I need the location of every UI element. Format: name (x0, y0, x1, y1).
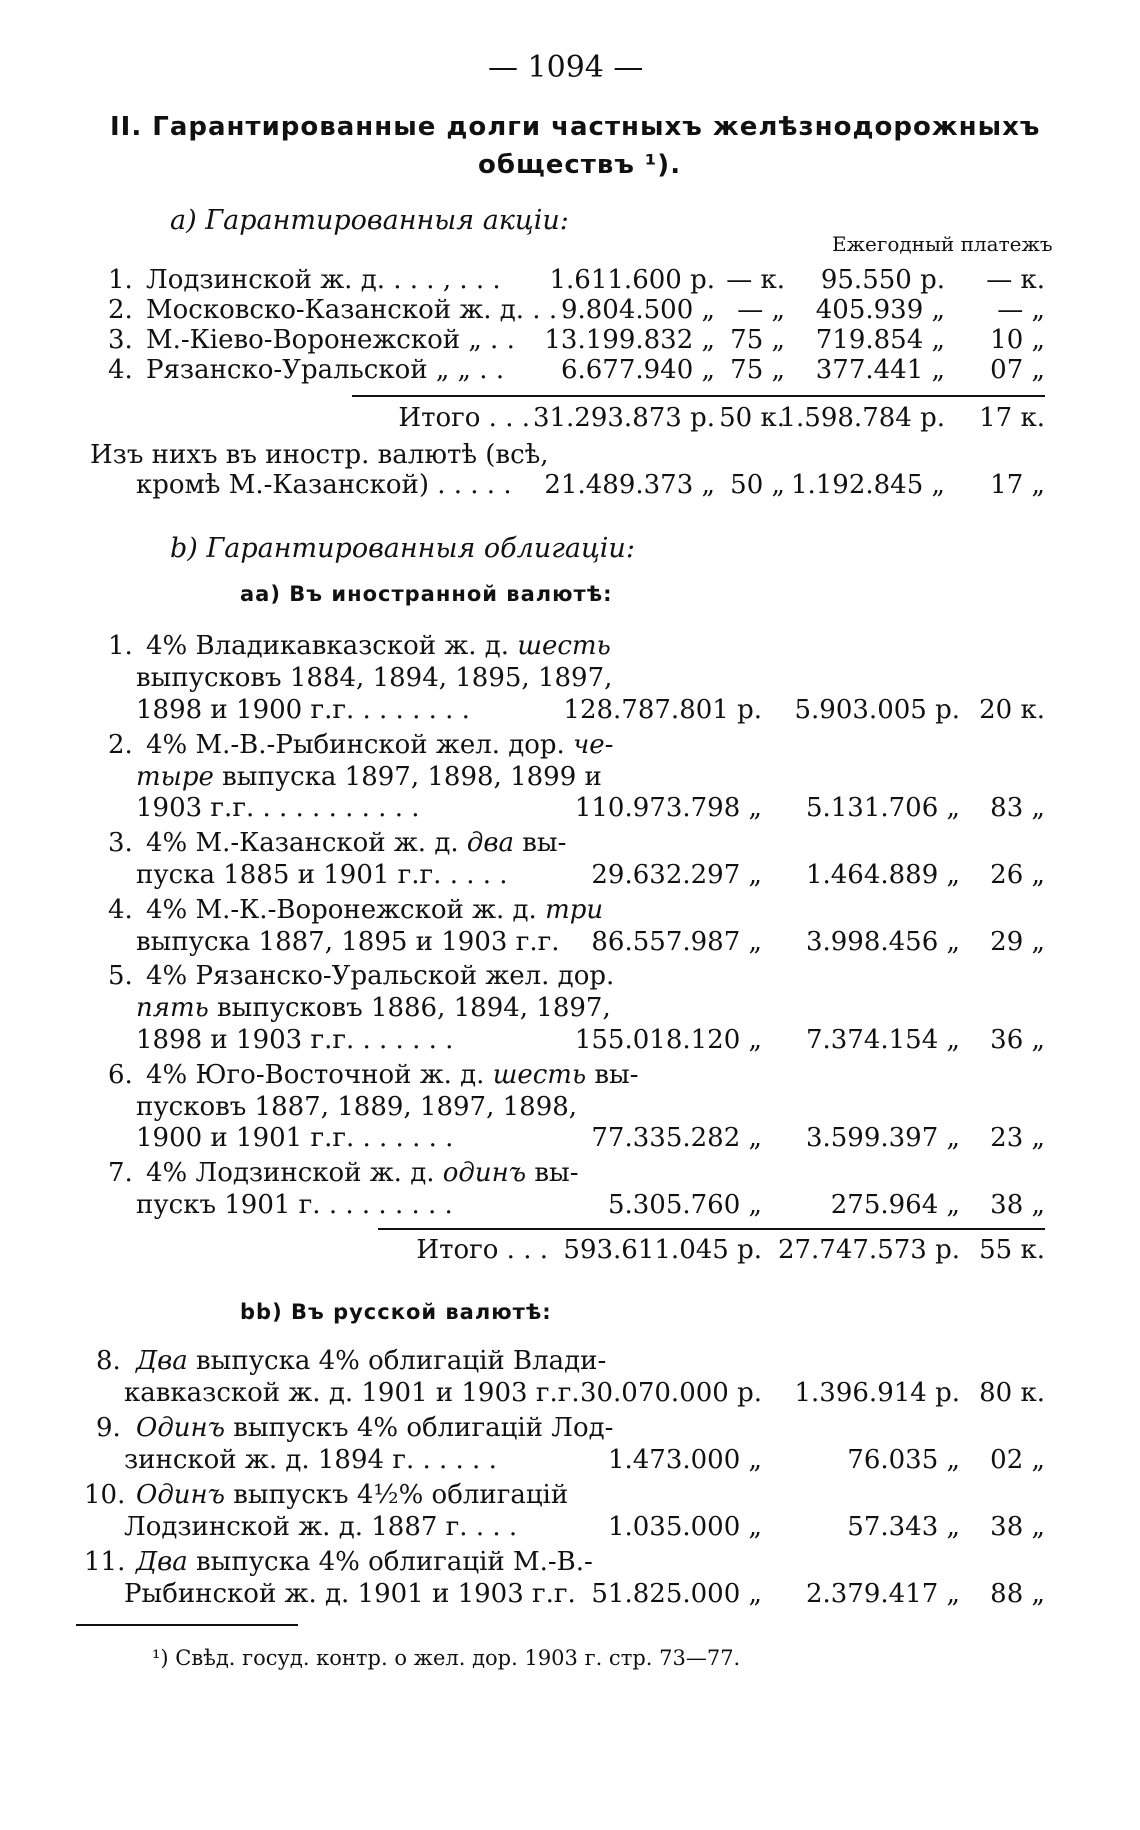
page-number: — 1094 — (488, 50, 644, 85)
total-annual-kopecks: 17 к. (979, 403, 1045, 433)
row-line-2: выпуска 1887, 1895 и 1903 г.г. (136, 927, 560, 957)
row-name: М.-Кіево-Воронежской „ . . (146, 325, 515, 355)
table-row (0, 1120, 1140, 1156)
row-kopecks: 75 „ (730, 325, 785, 355)
section-b-title: b) Гарантированныя облигаціи: (170, 533, 635, 564)
footnote: ¹) Свѣд. госуд. контр. о жел. дор. 1903 г. стр. 73—77. (152, 1646, 741, 1670)
row-number: 9. (96, 1413, 121, 1443)
row-text-italic: шесть (517, 631, 611, 661)
row-kopecks: 75 „ (730, 355, 785, 385)
row-text-italic: одинъ (442, 1158, 527, 1188)
row-text: выпусковъ 1886, 1894, 1897, (217, 993, 611, 1023)
row-kopecks: — „ (737, 295, 785, 325)
total-row (0, 1232, 1140, 1268)
row-text-italic: два (466, 828, 514, 858)
row-number: 11. (84, 1547, 126, 1577)
table-row (0, 1375, 1140, 1411)
row-line-2: Рыбинской ж. д. 1901 и 1903 г.г. (124, 1579, 576, 1609)
total-label: Итого . . . (416, 1235, 548, 1265)
row-annual-kopecks: 20 к. (979, 695, 1045, 725)
row-number: 1. (108, 265, 133, 295)
row-name: Московско-Казанской ж. д. . . (146, 295, 558, 325)
row-annual: 5.903.005 р. (794, 695, 960, 725)
row-amount: 77.335.282 „ (591, 1123, 762, 1153)
row-text: выпускъ 4½% облигацій (233, 1480, 569, 1510)
row-annual: 2.379.417 „ (805, 1579, 960, 1609)
row-text: 4% М.-К.-Воронежской ж. д. (146, 895, 537, 925)
foreign-annual: 1.192.845 „ (790, 470, 945, 500)
annual-payment-header: Ежегодный платежъ (832, 232, 1053, 256)
row-annual-kopecks: — к. (986, 265, 1045, 295)
row-amount: 30.070.000 р. (579, 1378, 762, 1408)
table-row (0, 790, 1140, 826)
table-row (0, 352, 1140, 388)
row-amount: 5.305.760 „ (607, 1190, 762, 1220)
footnote-rule (76, 1624, 298, 1626)
row-line-1 (136, 1477, 568, 1513)
row-annual-kopecks: 02 „ (990, 1445, 1045, 1475)
row-line-3: 1900 и 1901 г.г. . . . . . . (136, 1123, 454, 1153)
row-number: 2. (108, 295, 133, 325)
row-annual: 76.035 „ (847, 1445, 960, 1475)
row-amount: 155.018.120 „ (574, 1025, 762, 1055)
total-row (0, 400, 1140, 436)
row-annual: 3.599.397 „ (805, 1123, 960, 1153)
row-annual: 1.396.914 р. (794, 1378, 960, 1408)
row-text-italic: тыре (136, 762, 214, 792)
table-row (0, 692, 1140, 728)
row-text: вы- (594, 1060, 639, 1090)
row-annual-kopecks: 80 к. (979, 1378, 1045, 1408)
row-line-1 (146, 1155, 579, 1191)
row-text-italic: шесть (492, 1060, 587, 1090)
row-line-2: Лодзинской ж. д. 1887 г. . . . (124, 1512, 518, 1542)
row-text: выпускъ 4% облигацій Лод- (233, 1413, 614, 1443)
row-number: 8. (96, 1346, 121, 1376)
row-text-italic: че- (573, 730, 614, 760)
foreign-annual-kopecks: 17 „ (990, 470, 1045, 500)
row-text: 4% М.-В.-Рыбинской жел. дор. (146, 730, 565, 760)
row-annual-kopecks: — „ (997, 295, 1045, 325)
foreign-currency-label-1: Изъ нихъ въ иностр. валютѣ (всѣ, (90, 440, 549, 470)
row-text-italic: Одинъ (136, 1480, 225, 1510)
row-amount: 51.825.000 „ (591, 1579, 762, 1609)
row-annual-kopecks: 38 „ (990, 1190, 1045, 1220)
row-amount: 29.632.297 „ (591, 860, 762, 890)
row-annual-kopecks: 26 „ (990, 860, 1045, 890)
row-annual-kopecks: 36 „ (990, 1025, 1045, 1055)
row-line-1 (146, 892, 603, 928)
row-annual-kopecks: 07 „ (990, 355, 1045, 385)
row-line-2: выпусковъ 1884, 1894, 1895, 1897, (136, 663, 613, 693)
row-text: вы- (522, 828, 567, 858)
row-annual: 7.374.154 „ (805, 1025, 960, 1055)
row-number: 3. (108, 828, 133, 858)
row-line-1 (136, 1410, 613, 1446)
row-text: вы- (534, 1158, 579, 1188)
row-annual-kopecks: 29 „ (990, 927, 1045, 957)
row-kopecks: — к. (726, 265, 785, 295)
foreign-kopecks: 50 „ (730, 470, 785, 500)
row-number: 4. (108, 895, 133, 925)
row-number: 7. (108, 1158, 133, 1188)
row-amount: 110.973.798 „ (574, 793, 762, 823)
total-label: Итого . . . (398, 403, 530, 433)
row-number: 10. (84, 1480, 126, 1510)
row-number: 4. (108, 355, 133, 385)
row-line-2: зинской ж. д. 1894 г. . . . . . (124, 1445, 497, 1475)
row-number: 5. (108, 961, 133, 991)
row-annual-kopecks: 10 „ (990, 325, 1045, 355)
row-line-1 (136, 1544, 593, 1580)
total-rule (352, 395, 1045, 397)
row-number: 2. (108, 730, 133, 760)
row-text: 4% М.-Казанской ж. д. (146, 828, 459, 858)
row-number: 1. (108, 631, 133, 661)
row-text-italic: Два (136, 1547, 188, 1577)
total-rule (378, 1228, 1045, 1230)
foreign-currency-row (0, 467, 1140, 503)
row-text-italic: Одинъ (136, 1413, 225, 1443)
row-name: Лодзинской ж. д. . . . , . . . (146, 265, 501, 295)
row-text: 4% Лодзинской ж. д. (146, 1158, 435, 1188)
row-amount: 86.557.987 „ (591, 927, 762, 957)
row-amount: 6.677.940 „ (560, 355, 715, 385)
row-amount: 1.035.000 „ (607, 1512, 762, 1542)
table-row (0, 1022, 1140, 1058)
row-text-italic: пять (136, 993, 209, 1023)
row-line-3: 1903 г.г. . . . . . . . . . . (136, 793, 420, 823)
table-row (0, 1187, 1140, 1223)
row-text-italic: Два (136, 1346, 188, 1376)
row-name: Рязанско-Уральской „ „ . . (146, 355, 505, 385)
row-annual: 57.343 „ (847, 1512, 960, 1542)
row-amount: 13.199.832 „ (544, 325, 715, 355)
row-text: 4% Юго-Восточной ж. д. (146, 1060, 485, 1090)
row-line-2: пускъ 1901 г. . . . . . . . . (136, 1190, 453, 1220)
row-line-1 (136, 1343, 606, 1379)
row-annual: 3.998.456 „ (805, 927, 960, 957)
heading-line-2: обществъ ¹). (478, 150, 682, 180)
total-kopecks: 50 к. (719, 403, 785, 433)
row-text: выпуска 1897, 1898, 1899 и (222, 762, 602, 792)
subsection-bb-title: bb) Въ русской валютѣ: (240, 1300, 552, 1324)
heading-line-1: II. Гарантированные долги частныхъ желѣзнодорожныхъ (110, 112, 1041, 142)
row-line-1: 4% Рязанско-Уральской жел. дор. (146, 961, 615, 991)
total-annual: 27.747.573 р. (777, 1235, 960, 1265)
row-annual: 1.464.889 „ (805, 860, 960, 890)
row-annual: 377.441 „ (815, 355, 945, 385)
row-annual: 275.964 „ (830, 1190, 960, 1220)
row-line-1 (146, 825, 566, 861)
row-line-1 (146, 1057, 639, 1093)
row-line-2 (136, 990, 611, 1026)
row-amount: 9.804.500 „ (560, 295, 715, 325)
row-annual: 405.939 „ (815, 295, 945, 325)
row-number: 3. (108, 325, 133, 355)
row-line-3: 1898 и 1903 г.г. . . . . . . (136, 1025, 454, 1055)
row-annual-kopecks: 23 „ (990, 1123, 1045, 1153)
row-text: выпуска 4% облигацій М.-В.- (196, 1547, 593, 1577)
table-row (0, 1509, 1140, 1545)
row-annual-kopecks: 38 „ (990, 1512, 1045, 1542)
row-amount: 128.787.801 р. (563, 695, 762, 725)
row-text-italic: три (545, 895, 604, 925)
table-row (0, 924, 1140, 960)
row-annual: 5.131.706 „ (805, 793, 960, 823)
row-amount: 1.611.600 р. (549, 265, 715, 295)
table-row (0, 1576, 1140, 1612)
row-line-1 (146, 727, 613, 763)
table-row (0, 1442, 1140, 1478)
row-annual: 95.550 р. (820, 265, 945, 295)
row-line-2: кавказской ж. д. 1901 и 1903 г.г. (124, 1378, 580, 1408)
total-amount: 593.611.045 р. (563, 1235, 762, 1265)
row-line-1 (146, 628, 611, 664)
row-line-2: пусковъ 1887, 1889, 1897, 1898, (136, 1092, 578, 1122)
table-row (0, 857, 1140, 893)
row-annual-kopecks: 88 „ (990, 1579, 1045, 1609)
total-amount: 31.293.873 р. (532, 403, 715, 433)
row-annual: 719.854 „ (815, 325, 945, 355)
row-number: 6. (108, 1060, 133, 1090)
row-annual-kopecks: 83 „ (990, 793, 1045, 823)
subsection-aa-title: aa) Въ иностранной валютѣ: (240, 582, 613, 606)
row-line-2: пуска 1885 и 1901 г.г. . . . . (136, 860, 508, 890)
foreign-amount: 21.489.373 „ (544, 470, 715, 500)
total-annual: 1.598.784 р. (779, 403, 945, 433)
row-text: 4% Владикавказской ж. д. (146, 631, 510, 661)
row-line-3: 1898 и 1900 г.г. . . . . . . . (136, 695, 470, 725)
foreign-currency-label-2: кромѣ М.-Казанской) . . . . . (136, 470, 512, 500)
row-text: выпуска 4% облигацій Влади- (196, 1346, 607, 1376)
total-annual-kopecks: 55 к. (979, 1235, 1045, 1265)
section-a-title: a) Гарантированныя акціи: (170, 205, 569, 236)
row-amount: 1.473.000 „ (607, 1445, 762, 1475)
